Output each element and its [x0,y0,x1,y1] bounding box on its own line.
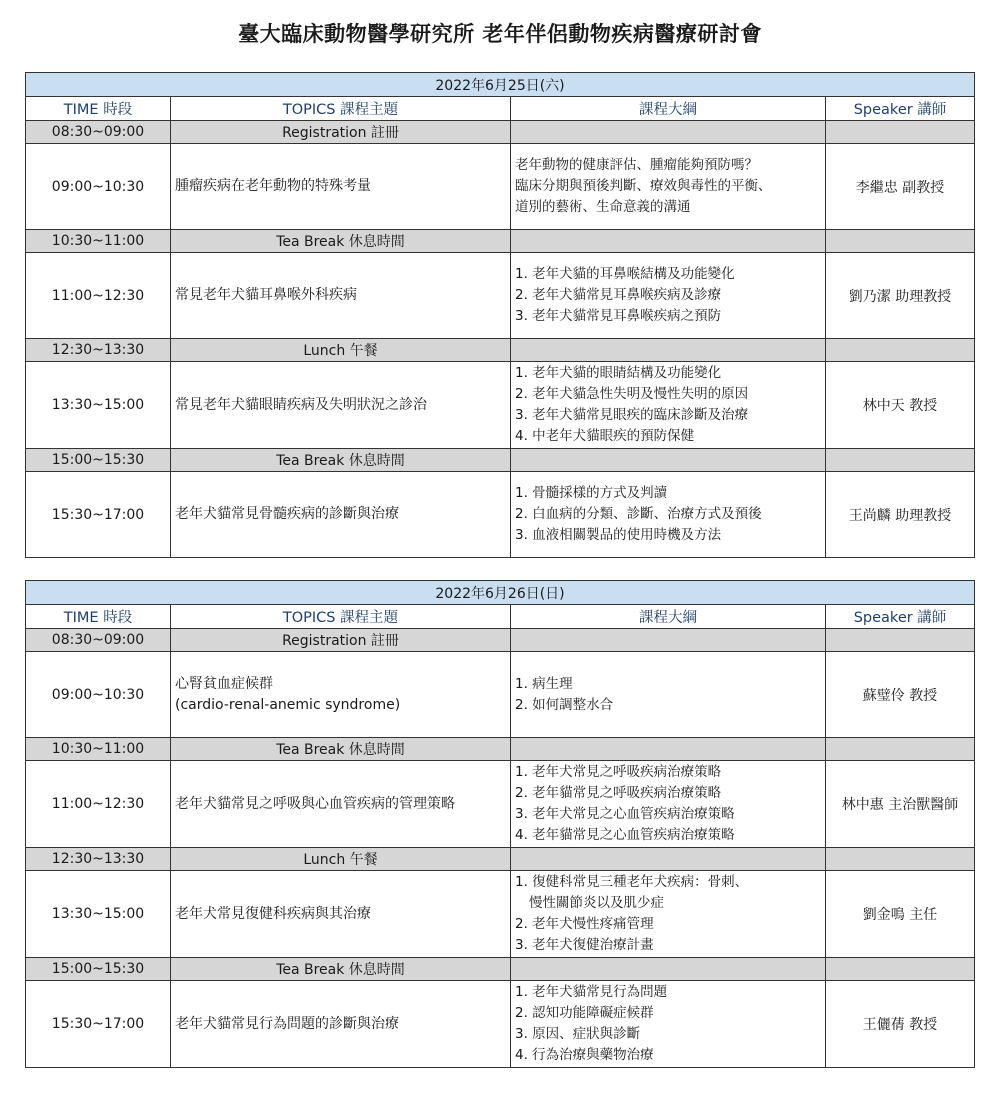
session-row [26,253,975,339]
text-line: 3. 老年犬貓常見眼疾的臨床診斷及治療 [515,407,749,423]
speaker-cell: 林中惠 主治獸醫師 [826,761,975,848]
session-row [26,652,975,738]
text-line: 道別的藝術、生命意義的溝通 [515,199,691,215]
text-line: 臨床分期與預後判斷、療效與毒性的平衡、 [515,178,772,194]
date-row [26,581,975,605]
text-line: 老年犬貓常見之呼吸與心血管疾病的管理策略 [175,795,455,812]
outline-cell [511,981,826,1068]
topic-cell [171,144,511,230]
speaker-cell: 王儷蒨 教授 [826,981,975,1068]
speaker-cell: 李繼忠 副教授 [826,144,975,230]
topic-cell [171,871,511,958]
break-label: Lunch 午餐 [171,848,511,871]
text-line: 3. 老年犬常見之心血管疾病治療策略 [515,806,735,822]
break-label: Tea Break 休息時間 [171,958,511,981]
header-speaker: Speaker 講師 [826,97,975,121]
column-header-row [26,605,975,629]
text-line: 1. 復健科常見三種老年犬疾病：骨刺、 [515,874,749,890]
text-line: 老年犬貓常見行為問題的診斷與治療 [175,1015,399,1032]
text-line: 4. 中老年犬貓眼疾的預防保健 [515,428,695,444]
schedule-table-day2 [25,580,975,1068]
session-row [26,144,975,230]
session-row [26,761,975,848]
break-row [26,848,975,871]
outline-cell [511,472,826,558]
header-outline: 課程大綱 [511,97,826,121]
text-line: 心腎貧血症候群 [175,675,273,692]
time-cell: 08:30~09:00 [26,629,171,652]
text-line: 老年動物的健康評估、腫瘤能夠預防嗎？ [515,157,758,173]
speaker-cell: 林中天 教授 [826,362,975,449]
header-time: TIME 時段 [26,97,171,121]
speaker-cell: 劉金鳴 主任 [826,871,975,958]
empty-cell [511,121,826,144]
break-label: Registration 註冊 [171,629,511,652]
text-line: 3. 老年犬貓常見耳鼻喉疾病之預防 [515,308,722,324]
header-speaker: Speaker 講師 [826,605,975,629]
text-line: 老年犬常見復健科疾病與其治療 [175,905,371,922]
text-line: 2. 白血病的分類、診斷、治療方式及預後 [515,506,762,522]
page-title: 臺大臨床動物醫學研究所 老年伴侶動物疾病醫療研討會 [238,22,762,46]
outline-cell [511,362,826,449]
time-cell: 11:00~12:30 [26,253,171,339]
time-cell: 10:30~11:00 [26,738,171,761]
date-row [26,73,975,97]
text-line: 2. 老年犬貓常見耳鼻喉疾病及診療 [515,287,722,303]
empty-cell [511,629,826,652]
time-cell: 12:30~13:30 [26,848,171,871]
text-line: 4. 老年貓常見之心血管疾病治療策略 [515,827,735,843]
text-line: 3. 血液相關製品的使用時機及方法 [515,527,722,543]
empty-cell [826,629,975,652]
empty-cell [826,230,975,253]
empty-cell [511,958,826,981]
time-cell: 13:30~15:00 [26,362,171,449]
break-label: Tea Break 休息時間 [171,449,511,472]
topic-cell [171,362,511,449]
session-row [26,362,975,449]
date-cell: 2022年6月26日(日) [26,581,975,605]
text-line: 2. 如何調整水合 [515,696,614,713]
speaker-cell: 蘇璧伶 教授 [826,652,975,738]
time-cell: 11:00~12:30 [26,761,171,848]
date-cell: 2022年6月25日(六) [26,73,975,97]
empty-cell [511,339,826,362]
text-line: 1. 老年犬常見之呼吸疾病治療策略 [515,764,722,780]
text-line: 1. 病生理 [515,675,573,692]
time-cell: 15:30~17:00 [26,472,171,558]
break-label: Tea Break 休息時間 [171,738,511,761]
empty-cell [826,848,975,871]
time-cell: 12:30~13:30 [26,339,171,362]
text-line: 1. 老年犬貓的眼睛結構及功能變化 [515,365,722,381]
text-line: 3. 原因、症狀與診斷 [515,1026,641,1042]
session-row [26,472,975,558]
text-line: 慢性關節炎以及肌少症 [529,895,664,911]
session-row [26,981,975,1068]
outline-cell [511,761,826,848]
time-cell: 10:30~11:00 [26,230,171,253]
break-row [26,339,975,362]
time-cell: 15:00~15:30 [26,958,171,981]
time-cell: 15:30~17:00 [26,981,171,1068]
empty-cell [826,738,975,761]
break-row [26,738,975,761]
outline-cell [511,253,826,339]
header-topic: TOPICS 課程主題 [171,97,511,121]
header-outline: 課程大綱 [511,605,826,629]
time-cell: 09:00~10:30 [26,652,171,738]
empty-cell [826,121,975,144]
column-header-row [26,97,975,121]
schedule-table-day1 [25,72,975,558]
topic-cell [171,253,511,339]
outline-cell [511,871,826,958]
text-line: (cardio-renal-anemic syndrome) [175,696,401,713]
text-line: 2. 老年犬貓急性失明及慢性失明的原因 [515,386,749,402]
break-row [26,230,975,253]
empty-cell [826,449,975,472]
break-row [26,958,975,981]
empty-cell [826,339,975,362]
text-line: 4. 行為治療與藥物治療 [515,1047,654,1063]
break-label: Registration 註冊 [171,121,511,144]
empty-cell [826,958,975,981]
break-label: Tea Break 休息時間 [171,230,511,253]
break-row [26,629,975,652]
empty-cell [511,848,826,871]
empty-cell [511,449,826,472]
session-row [26,871,975,958]
text-line: 常見老年犬貓眼睛疾病及失明狀況之診治 [175,396,427,413]
topic-cell [171,761,511,848]
empty-cell [511,230,826,253]
text-line: 1. 老年犬貓的耳鼻喉結構及功能變化 [515,266,735,282]
text-line: 常見老年犬貓耳鼻喉外科疾病 [175,287,357,303]
topic-cell [171,472,511,558]
break-row [26,449,975,472]
text-line: 2. 老年犬慢性疼痛管理 [515,916,654,932]
break-row [26,121,975,144]
text-line: 3. 老年犬復健治療計畫 [515,937,654,953]
text-line: 2. 老年貓常見之呼吸疾病治療策略 [515,785,722,801]
time-cell: 15:00~15:30 [26,449,171,472]
break-label: Lunch 午餐 [171,339,511,362]
speaker-cell: 王尚麟 助理教授 [826,472,975,558]
topic-cell [171,981,511,1068]
text-line: 1. 老年犬貓常見行為問題 [515,984,668,1000]
time-cell: 08:30~09:00 [26,121,171,144]
time-cell: 13:30~15:00 [26,871,171,958]
outline-cell [511,652,826,738]
header-topic: TOPICS 課程主題 [171,605,511,629]
text-line: 老年犬貓常見骨髓疾病的診斷與治療 [175,506,399,522]
text-line: 腫瘤疾病在老年動物的特殊考量 [175,178,371,194]
speaker-cell: 劉乃潔 助理教授 [826,253,975,339]
header-time: TIME 時段 [26,605,171,629]
time-cell: 09:00~10:30 [26,144,171,230]
text-line: 2. 認知功能障礙症候群 [515,1005,654,1021]
outline-cell [511,144,826,230]
topic-cell [171,652,511,738]
text-line: 1. 骨髓採樣的方式及判讀 [515,485,668,501]
empty-cell [511,738,826,761]
